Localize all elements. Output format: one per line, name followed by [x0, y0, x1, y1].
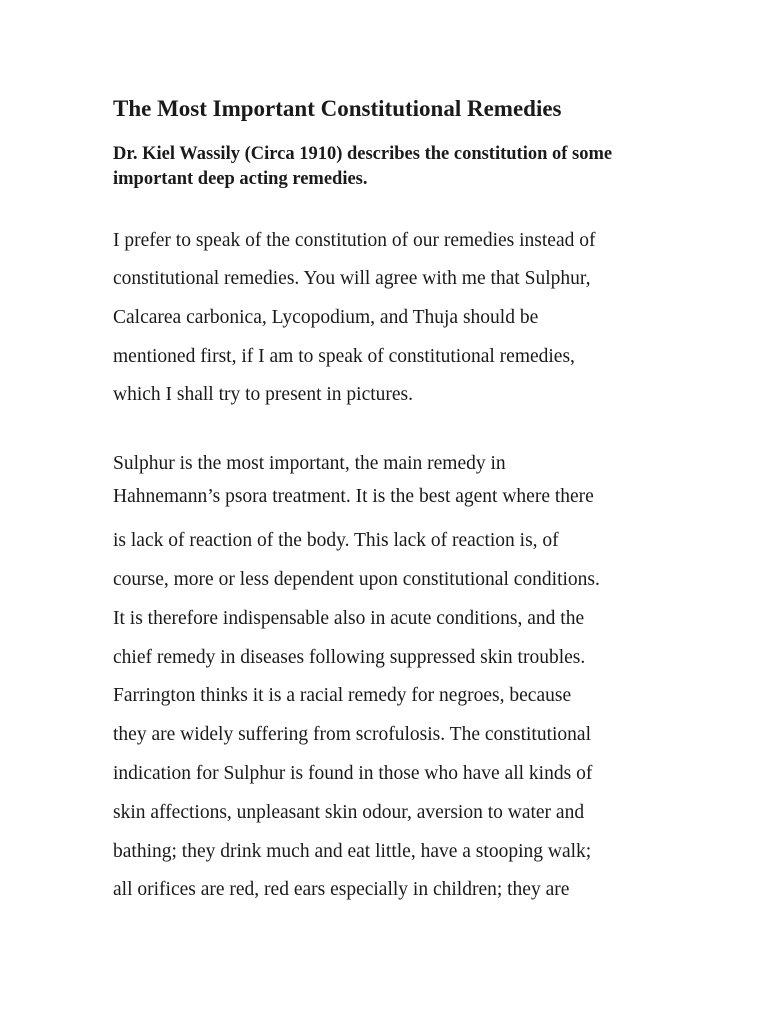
paragraph-line: which I shall try to present in pictures. — [113, 384, 414, 405]
paragraph-line: indication for Sulphur is found in those who have all kinds of — [113, 763, 593, 784]
paragraph-line: constitutional remedies. You will agree with me that Sulphur, — [113, 268, 591, 289]
paragraph-line: Calcarea carbonica, Lycopodium, and Thuja should be — [113, 307, 539, 328]
paragraph-line: I prefer to speak of the constitution of our remedies instead of — [113, 230, 596, 251]
paragraph-line: is lack of reaction of the body. This lack of reaction is, of — [113, 530, 559, 551]
paragraph-line: bathing; they drink much and eat little, have a stooping walk; — [113, 841, 592, 862]
paragraph-line: Farrington thinks it is a racial remedy for negroes, because — [113, 685, 572, 706]
document-subtitle: Dr. Kiel Wassily (Circa 1910) describes the constitution of some important deep acting remedies. — [113, 144, 613, 189]
paragraph-line: all orifices are red, red ears especially in children; they are — [113, 879, 570, 900]
paragraph-line: Hahnemann’s psora treatment. It is the best agent where there — [113, 486, 594, 507]
document-title: The Most Important Constitutional Remedies — [113, 96, 562, 121]
paragraph-line: Sulphur is the most important, the main remedy in — [113, 453, 506, 474]
paragraph-line: course, more or less dependent upon constitutional conditions. — [113, 569, 600, 590]
paragraph-line: chief remedy in diseases following suppressed skin troubles. — [113, 647, 586, 668]
paragraph-line: It is therefore indispensable also in acute conditions, and the — [113, 608, 585, 629]
paragraph-line: they are widely suffering from scrofulosis. The constitutional — [113, 724, 592, 745]
paragraph-line: mentioned first, if I am to speak of constitutional remedies, — [113, 346, 575, 367]
paragraph-line: skin affections, unpleasant skin odour, aversion to water and — [113, 802, 585, 823]
